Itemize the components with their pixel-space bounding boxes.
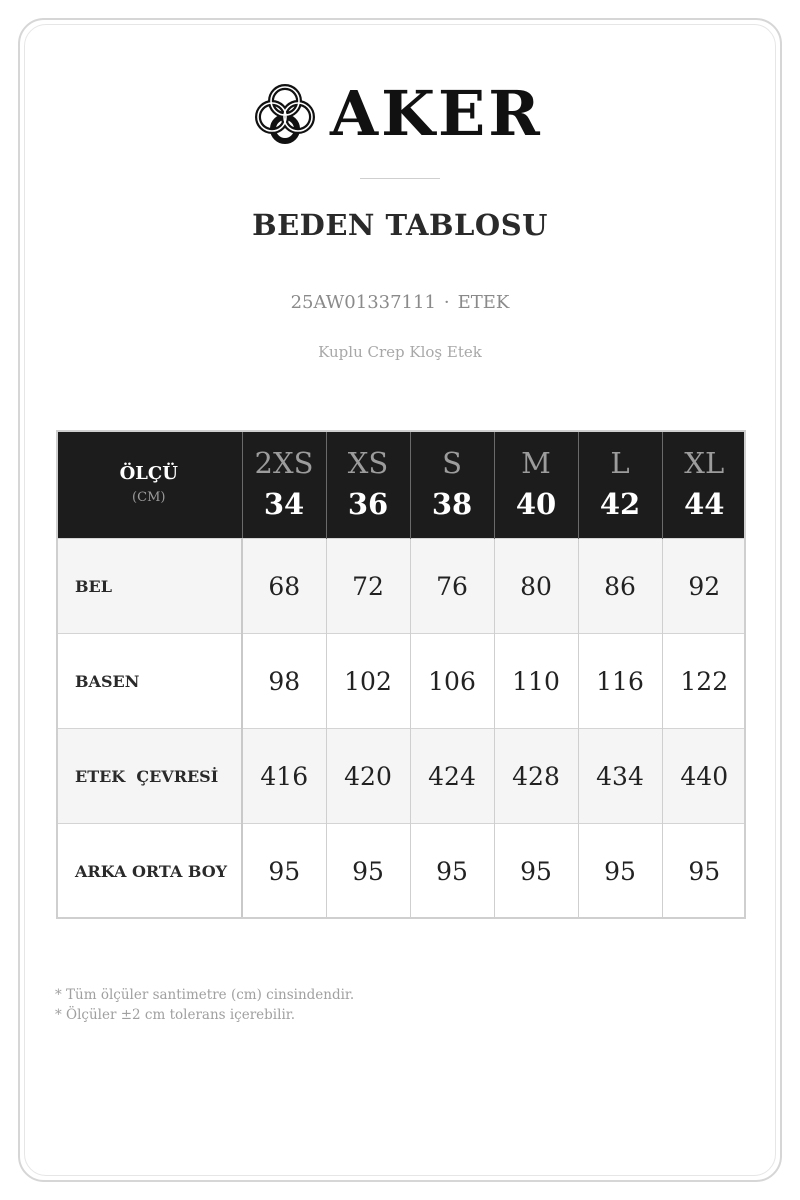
- product-category: ETEK: [457, 292, 510, 313]
- size-number: 36: [347, 487, 389, 521]
- table-row: [56, 729, 746, 824]
- table-row: [56, 539, 746, 634]
- table-cell: 98: [242, 634, 326, 729]
- table-row: [56, 634, 746, 729]
- code-separator: ·: [443, 292, 450, 313]
- page-title: BEDEN TABLOSU: [252, 208, 548, 242]
- table-cell: 95: [578, 824, 662, 919]
- size-label: 2XS: [254, 446, 314, 480]
- row-label: BASEN: [56, 634, 242, 729]
- table-row: [56, 824, 746, 919]
- measurement-header-cell: [56, 430, 242, 539]
- table-cell: 95: [662, 824, 746, 919]
- size-header-cell: [410, 430, 494, 539]
- table-cell: 72: [326, 539, 410, 634]
- table-cell: 110: [494, 634, 578, 729]
- size-number: 40: [515, 487, 557, 521]
- table-cell: 416: [242, 729, 326, 824]
- footnote: * Ölçüler ±2 cm tolerans içerebilir.: [55, 1007, 296, 1023]
- product-name: Kuplu Crep Kloş Etek: [318, 343, 482, 361]
- size-number: 34: [263, 487, 305, 521]
- table-cell: 420: [326, 729, 410, 824]
- product-code-line: [0, 292, 800, 313]
- brand-name: AKER: [330, 77, 543, 150]
- knot-emblem-icon: [252, 81, 318, 147]
- table-cell: 95: [494, 824, 578, 919]
- table-cell: 76: [410, 539, 494, 634]
- size-header-row: [56, 430, 746, 539]
- table-cell: 440: [662, 729, 746, 824]
- table-cell: 95: [410, 824, 494, 919]
- product-code: 25AW01337111: [290, 292, 436, 313]
- size-header-cell: [326, 430, 410, 539]
- size-header-cell: [242, 430, 326, 539]
- size-label: XS: [347, 446, 389, 480]
- size-number: 38: [431, 487, 473, 521]
- title-divider: [360, 178, 440, 179]
- table-cell: 68: [242, 539, 326, 634]
- table-cell: 106: [410, 634, 494, 729]
- table-cell: 95: [242, 824, 326, 919]
- row-label: ARKA ORTA BOY: [56, 824, 242, 919]
- size-label: XL: [684, 446, 725, 480]
- table-cell: 95: [326, 824, 410, 919]
- table-cell: 434: [578, 729, 662, 824]
- table-cell: 102: [326, 634, 410, 729]
- table-cell: 80: [494, 539, 578, 634]
- size-number: 42: [599, 487, 641, 521]
- row-label: BEL: [56, 539, 242, 634]
- size-header-cell: [578, 430, 662, 539]
- table-cell: 122: [662, 634, 746, 729]
- size-table: [56, 430, 746, 918]
- measurement-unit-label: (CM): [132, 490, 166, 505]
- table-cell: 86: [578, 539, 662, 634]
- footnote: * Tüm ölçüler santimetre (cm) cinsindendir.: [55, 987, 355, 1003]
- measurement-header-label: ÖLÇÜ: [119, 463, 178, 484]
- size-number: 44: [684, 487, 725, 521]
- size-label: S: [442, 446, 462, 480]
- table-cell: 428: [494, 729, 578, 824]
- footnotes: [55, 985, 354, 1025]
- size-header-cell: [662, 430, 746, 539]
- table-cell: 92: [662, 539, 746, 634]
- size-header-cell: [494, 430, 578, 539]
- table-cell: 116: [578, 634, 662, 729]
- brand-logo: [252, 78, 552, 150]
- size-label: M: [521, 446, 551, 480]
- table-cell: 424: [410, 729, 494, 824]
- row-label: ETEK ÇEVRESİ: [56, 729, 242, 824]
- size-label: L: [610, 446, 630, 480]
